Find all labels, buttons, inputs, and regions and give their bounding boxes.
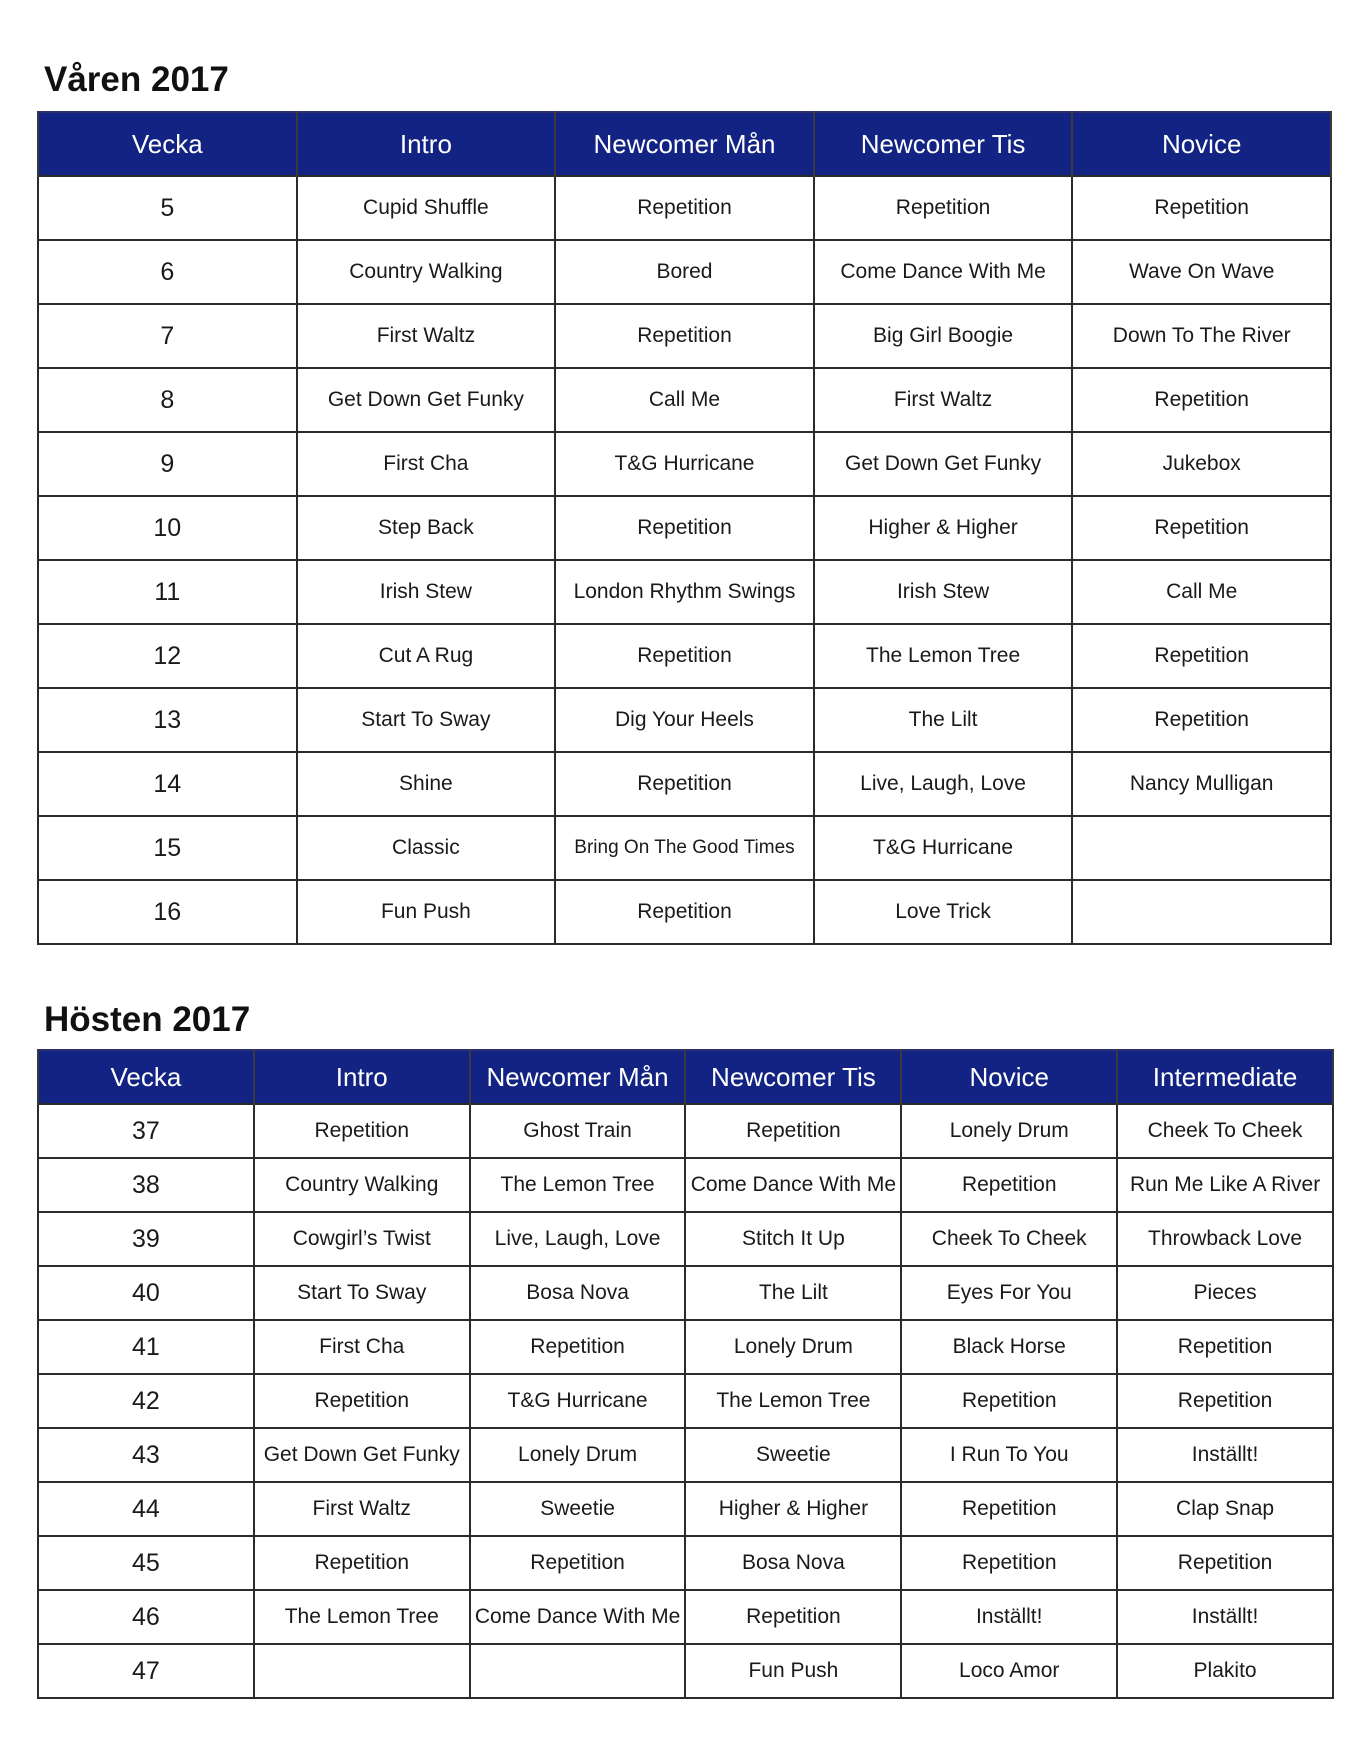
dance-cell: T&G Hurricane: [470, 1374, 686, 1428]
dance-cell: Live, Laugh, Love: [814, 752, 1073, 816]
dance-cell: Step Back: [297, 496, 556, 560]
table-row: [38, 752, 1331, 816]
dance-cell: Loco Amor: [901, 1644, 1117, 1698]
dance-cell: Start To Sway: [254, 1266, 470, 1320]
dance-cell: Run Me Like A River: [1117, 1158, 1333, 1212]
dance-cell: Stitch It Up: [685, 1212, 901, 1266]
dance-cell: Lonely Drum: [901, 1104, 1117, 1158]
dance-cell: Sweetie: [685, 1428, 901, 1482]
dance-cell: Repetition: [685, 1590, 901, 1644]
dance-cell: Down To The River: [1072, 304, 1331, 368]
dance-cell: Irish Stew: [297, 560, 556, 624]
dance-cell: Jukebox: [1072, 432, 1331, 496]
week-cell: 44: [38, 1482, 254, 1536]
column-header: Newcomer Tis: [685, 1050, 901, 1104]
dance-cell: Repetition: [470, 1536, 686, 1590]
dance-cell: Repetition: [901, 1482, 1117, 1536]
column-header: Intro: [254, 1050, 470, 1104]
dance-cell: Repetition: [254, 1536, 470, 1590]
table-row: [38, 1644, 1333, 1698]
dance-cell: Cut A Rug: [297, 624, 556, 688]
table-row: [38, 496, 1331, 560]
week-cell: 11: [38, 560, 297, 624]
week-cell: 45: [38, 1536, 254, 1590]
dance-cell: Love Trick: [814, 880, 1073, 944]
dance-cell: I Run To You: [901, 1428, 1117, 1482]
dance-cell: Repetition: [555, 752, 814, 816]
dance-cell: Dig Your Heels: [555, 688, 814, 752]
table-row: [38, 688, 1331, 752]
table-row: [38, 368, 1331, 432]
dance-cell: Shine: [297, 752, 556, 816]
dance-cell: Repetition: [555, 624, 814, 688]
dance-cell: [1072, 816, 1331, 880]
dance-cell: Big Girl Boogie: [814, 304, 1073, 368]
dance-cell: Eyes For You: [901, 1266, 1117, 1320]
dance-cell: Irish Stew: [814, 560, 1073, 624]
dance-cell: Get Down Get Funky: [814, 432, 1073, 496]
table-row: [38, 1212, 1333, 1266]
dance-cell: Lonely Drum: [470, 1428, 686, 1482]
dance-cell: Start To Sway: [297, 688, 556, 752]
dance-cell: First Waltz: [814, 368, 1073, 432]
column-header: Intro: [297, 112, 556, 176]
dance-cell: Bosa Nova: [470, 1266, 686, 1320]
week-cell: 43: [38, 1428, 254, 1482]
dance-cell: [254, 1644, 470, 1698]
dance-cell: Bored: [555, 240, 814, 304]
dance-cell: Country Walking: [297, 240, 556, 304]
dance-cell: Repetition: [901, 1158, 1117, 1212]
dance-cell: Sweetie: [470, 1482, 686, 1536]
header-row: [38, 112, 1331, 176]
dance-cell: Cheek To Cheek: [901, 1212, 1117, 1266]
autumn-title: Hösten 2017: [44, 1000, 251, 1039]
table-row: [38, 1428, 1333, 1482]
dance-cell: Bring On The Good Times: [555, 816, 814, 880]
table-row: [38, 240, 1331, 304]
table-row: [38, 624, 1331, 688]
week-cell: 13: [38, 688, 297, 752]
dance-cell: Repetition: [1117, 1536, 1333, 1590]
week-cell: 7: [38, 304, 297, 368]
dance-cell: [1072, 880, 1331, 944]
dance-cell: Repetition: [1072, 176, 1331, 240]
dance-cell: Repetition: [555, 176, 814, 240]
dance-cell: The Lilt: [685, 1266, 901, 1320]
dance-cell: Repetition: [1117, 1320, 1333, 1374]
week-cell: 15: [38, 816, 297, 880]
dance-cell: Nancy Mulligan: [1072, 752, 1331, 816]
dance-cell: First Cha: [254, 1320, 470, 1374]
week-cell: 14: [38, 752, 297, 816]
dance-cell: Repetition: [254, 1374, 470, 1428]
dance-cell: Get Down Get Funky: [297, 368, 556, 432]
table-row: [38, 1320, 1333, 1374]
dance-cell: Cheek To Cheek: [1117, 1104, 1333, 1158]
dance-cell: Inställt!: [1117, 1428, 1333, 1482]
week-cell: 37: [38, 1104, 254, 1158]
dance-cell: Inställt!: [901, 1590, 1117, 1644]
column-header: Novice: [901, 1050, 1117, 1104]
dance-cell: Come Dance With Me: [470, 1590, 686, 1644]
dance-cell: The Lilt: [814, 688, 1073, 752]
column-header: Vecka: [38, 112, 297, 176]
dance-cell: Repetition: [555, 496, 814, 560]
week-cell: 42: [38, 1374, 254, 1428]
week-cell: 9: [38, 432, 297, 496]
dance-cell: Country Walking: [254, 1158, 470, 1212]
table-row: [38, 1374, 1333, 1428]
column-header: Intermediate: [1117, 1050, 1333, 1104]
dance-cell: Repetition: [1072, 496, 1331, 560]
dance-cell: Wave On Wave: [1072, 240, 1331, 304]
dance-cell: Higher & Higher: [685, 1482, 901, 1536]
dance-cell: Repetition: [685, 1104, 901, 1158]
dance-cell: Repetition: [901, 1536, 1117, 1590]
dance-cell: Black Horse: [901, 1320, 1117, 1374]
week-cell: 10: [38, 496, 297, 560]
week-cell: 5: [38, 176, 297, 240]
dance-cell: Repetition: [555, 880, 814, 944]
dance-cell: Repetition: [1072, 624, 1331, 688]
spring-title: Våren 2017: [44, 60, 229, 99]
dance-cell: Repetition: [555, 304, 814, 368]
table-row: [38, 304, 1331, 368]
dance-cell: The Lemon Tree: [470, 1158, 686, 1212]
dance-cell: Fun Push: [297, 880, 556, 944]
week-cell: 38: [38, 1158, 254, 1212]
dance-cell: Inställt!: [1117, 1590, 1333, 1644]
dance-cell: Repetition: [814, 176, 1073, 240]
dance-cell: Repetition: [254, 1104, 470, 1158]
dance-cell: The Lemon Tree: [685, 1374, 901, 1428]
table-row: [38, 1590, 1333, 1644]
week-cell: 8: [38, 368, 297, 432]
dance-cell: Classic: [297, 816, 556, 880]
dance-cell: Higher & Higher: [814, 496, 1073, 560]
dance-cell: First Waltz: [254, 1482, 470, 1536]
table-row: [38, 1104, 1333, 1158]
week-cell: 41: [38, 1320, 254, 1374]
dance-cell: Live, Laugh, Love: [470, 1212, 686, 1266]
dance-cell: Lonely Drum: [685, 1320, 901, 1374]
table-row: [38, 1266, 1333, 1320]
dance-cell: Fun Push: [685, 1644, 901, 1698]
table-row: [38, 560, 1331, 624]
dance-cell: Repetition: [470, 1320, 686, 1374]
week-cell: 16: [38, 880, 297, 944]
dance-cell: The Lemon Tree: [814, 624, 1073, 688]
spring-schedule-table: [37, 111, 1332, 945]
dance-cell: Come Dance With Me: [814, 240, 1073, 304]
table-row: [38, 816, 1331, 880]
dance-cell: First Waltz: [297, 304, 556, 368]
dance-cell: Repetition: [1072, 368, 1331, 432]
autumn-schedule-table: [37, 1049, 1334, 1699]
dance-cell: Pieces: [1117, 1266, 1333, 1320]
week-cell: 12: [38, 624, 297, 688]
header-row: [38, 1050, 1333, 1104]
dance-cell: Call Me: [1072, 560, 1331, 624]
dance-cell: Cowgirl’s Twist: [254, 1212, 470, 1266]
week-cell: 40: [38, 1266, 254, 1320]
dance-cell: Bosa Nova: [685, 1536, 901, 1590]
dance-cell: Come Dance With Me: [685, 1158, 901, 1212]
dance-cell: Get Down Get Funky: [254, 1428, 470, 1482]
column-header: Newcomer Mån: [555, 112, 814, 176]
dance-cell: Call Me: [555, 368, 814, 432]
dance-cell: Repetition: [1072, 688, 1331, 752]
week-cell: 39: [38, 1212, 254, 1266]
table-row: [38, 176, 1331, 240]
week-cell: 47: [38, 1644, 254, 1698]
column-header: Vecka: [38, 1050, 254, 1104]
dance-cell: London Rhythm Swings: [555, 560, 814, 624]
dance-cell: T&G Hurricane: [814, 816, 1073, 880]
dance-cell: [470, 1644, 686, 1698]
table-row: [38, 1158, 1333, 1212]
column-header: Newcomer Mån: [470, 1050, 686, 1104]
dance-cell: Repetition: [901, 1374, 1117, 1428]
dance-cell: Repetition: [1117, 1374, 1333, 1428]
dance-cell: Plakito: [1117, 1644, 1333, 1698]
column-header: Novice: [1072, 112, 1331, 176]
week-cell: 6: [38, 240, 297, 304]
dance-cell: Throwback Love: [1117, 1212, 1333, 1266]
column-header: Newcomer Tis: [814, 112, 1073, 176]
dance-cell: Cupid Shuffle: [297, 176, 556, 240]
table-row: [38, 1482, 1333, 1536]
week-cell: 46: [38, 1590, 254, 1644]
table-row: [38, 432, 1331, 496]
dance-cell: Clap Snap: [1117, 1482, 1333, 1536]
dance-cell: T&G Hurricane: [555, 432, 814, 496]
dance-cell: First Cha: [297, 432, 556, 496]
table-row: [38, 880, 1331, 944]
dance-cell: The Lemon Tree: [254, 1590, 470, 1644]
table-row: [38, 1536, 1333, 1590]
dance-cell: Ghost Train: [470, 1104, 686, 1158]
